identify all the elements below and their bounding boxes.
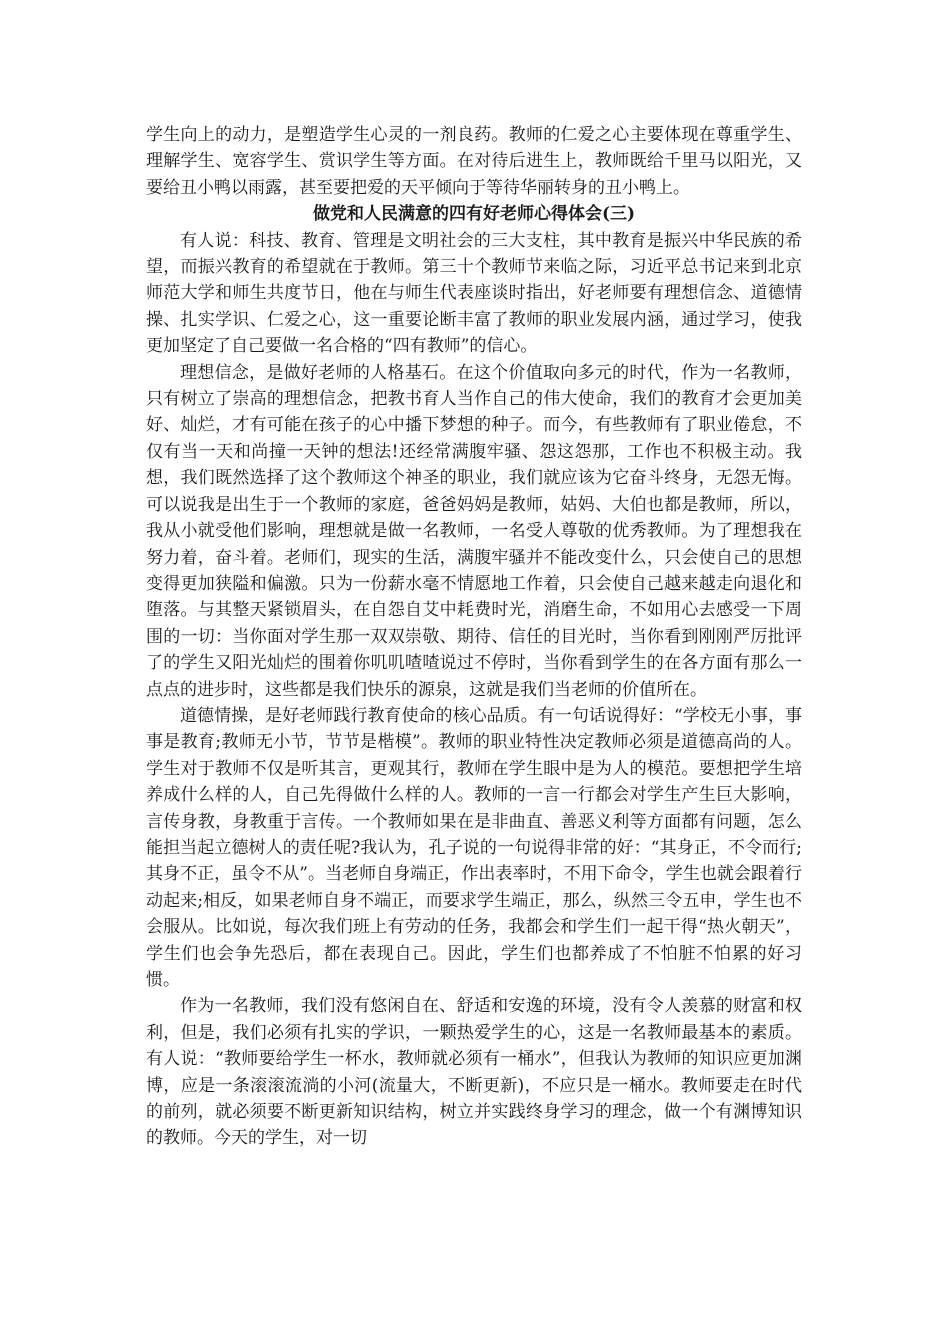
document-title: 做党和人民满意的四有好老师心得体会(三) [312, 204, 636, 225]
body-paragraph-4: 作为一名教师，我们没有悠闲自在、舒适和安逸的环境，没有令人羡慕的财富和权利，但是，我们必须有扎实的学识，一颗热爱学生的心，这是一名教师最基本的素质。有人说：“教师要给学生一杯水，教师就必须有一桶水”，但我认为教师的知识应更加渊博，应是一条滚滚流淌的小河(流量大，不断更新)，不应只是一桶水。教师要走在时代的前列，就必须要不断更新知识结构，树立并实践终身学习的理念，做一个有渊博知识的教师。今天的学生，对一切 [146, 996, 802, 1149]
body-paragraph-2: 理想信念，是做好老师的人格基石。在这个价值取向多元的时代，作为一名教师，只有树立了崇高的理想信念，把教书育人当作自己的伟大使命，我们的教育才会更加美好、灿烂，才有可能在孩子的心中播下梦想的种子。而今，有些教师有了职业倦怠，不仅有当一天和尚撞一天钟的想法!还经常满腹牢骚、怨这怨那，工作也不积极主动。我想，我们既然选择了这个教师这个神圣的职业，我们就应该为它奋斗终身，无怨无悔。可以说我是出生于一个教师的家庭，爸爸妈妈是教师，姑妈、大伯也都是教师，所以，我从小就受他们影响，理想就是做一名教师，一名受人尊敬的优秀教师。为了理想我在努力着，奋斗着。老师们，现实的生活，满腹牢骚并不能改变什么，只会使自己的思想变得更加狭隘和偏激。只为一份薪水毫不情愿地工作着，只会使自己越来越走向退化和堕落。与其整天紧锁眉头，在自怨自艾中耗费时光，消磨生命，不如用心去感受一下周围的一切：当你面对学生那一双双崇敬、期待、信任的目光时，当你看到刚刚严厉批评了的学生又阳光灿烂的围着你叽叽喳喳说过不停时，当你看到学生的在各方面有那么一点点的进步时，这些都是我们快乐的源泉，这就是我们当老师的价值所在。 [146, 362, 802, 700]
body-paragraph-1: 有人说：科技、教育、管理是文明社会的三大支柱，其中教育是振兴中华民族的希望，而振兴教育的希望就在于教师。第三十个教师节来临之际，习近平总书记来到北京师范大学和师生共度节日，他在与师生代表座谈时指出，好老师要有理想信念、道德情操、扎实学识、仁爱之心，这一重要论断丰富了教师的职业发展内涵，通过学习，使我更加坚定了自己要做一名合格的“四有教师”的信心。 [146, 230, 802, 357]
lead-paragraph: 学生向上的动力，是塑造学生心灵的一剂良药。教师的仁爱之心主要体现在尊重学生、理解学生、宽容学生、赏识学生等方面。在对待后进生上，教师既给千里马以阳光，又要给丑小鸭以雨露，甚至要把爱的天平倾向于等待华丽转身的丑小鸭上。 [146, 125, 802, 198]
document-page [146, 122, 802, 1152]
body-paragraph-3: 道德情操，是好老师践行教育使命的核心品质。有一句话说得好：“学校无小事，事事是教育;教师无小节，节节是楷模”。教师的职业特性决定教师必须是道德高尚的人。学生对于教师不仅是听其言，更观其行，教师在学生眼中是为人的模范。要想把学生培养成什么样的人，自己先得做什么样的人。教师的一言一行都会对学生产生巨大影响，言传身教，身教重于言传。一个教师如果在是非曲直、善恶义利等方面都有问题，怎么能担当起立德树人的责任呢?我认为，孔子说的一句说得非常的好：“其身正，不令而行;其身不正，虽令不从”。当老师自身端正，作出表率时，不用下命令，学生也就会跟着行动起来;相反，如果老师自身不端正，而要求学生端正，那么，纵然三令五申，学生也不会服从。比如说，每次我们班上有劳动的任务，我都会和学生们一起干得“热火朝天”，学生们也会争先恐后，都在表现自己。因此，学生们也都养成了不怕脏不怕累的好习惯。 [146, 705, 802, 990]
